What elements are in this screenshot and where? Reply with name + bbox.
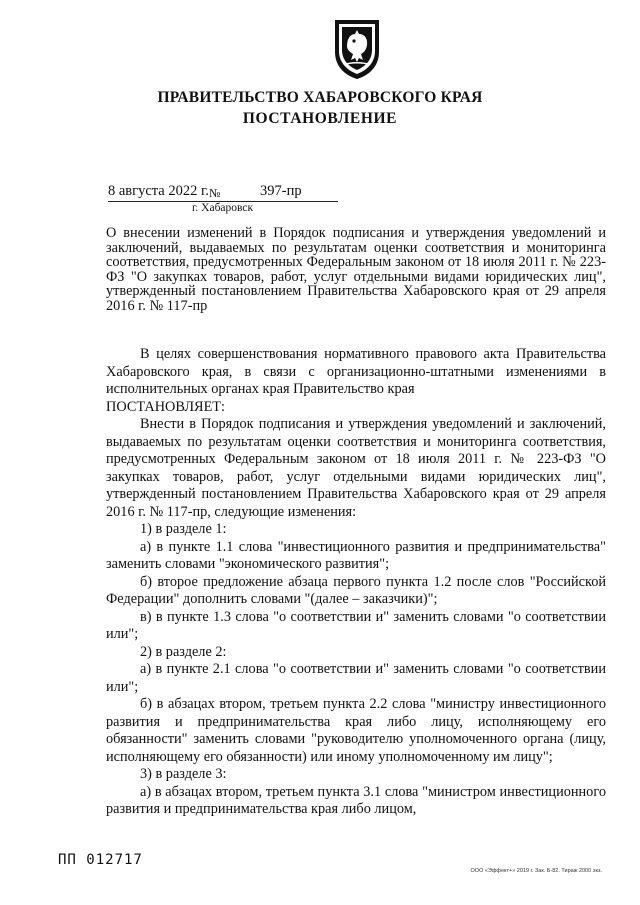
- section-3-item-a: а) в абзацах втором, третьем пункта 3.1 слова "министром инвестиционного развития и предпринимательства края либо лицом,: [106, 783, 606, 817]
- section-2-heading: 2) в разделе 2:: [140, 643, 227, 660]
- decree-date: 8 августа 2022 г.: [108, 183, 209, 199]
- city-label: г. Хабаровск: [192, 202, 254, 214]
- main-paragraph: Внести в Порядок подписания и утверждения уведомлений и заключений, выдаваемых по результатам оценки соответствия и мониторинга соответствия, предусмотренных Федеральным законом от 18 июля 2011 г. № 223-ФЗ "О закупках товаров, работ, услуг отдельными видами юридических лиц", утвержденный постановлением Правительства Хабаровского края от 29 апреля 2016 г. № 117-пр, следующие изменения:: [106, 416, 606, 520]
- khabarovsk-coat-of-arms-icon: [333, 18, 381, 80]
- section-1-item-a: а) в пункте 1.1 слова "инвестиционного развития и предпринимательства" заменить словами "экономического развития";: [106, 538, 606, 572]
- decree-subject: О внесении изменений в Порядок подписания и утверждения уведомлений и заключений, выдаваемых по результатам оценки соответствия и мониторинга соответствия, предусмотренных Федеральным законом от 18 июля 2011 г. № 223-ФЗ "О закупках товаров, работ, услуг отдельными видами юридических лиц", утвержденный постановлением Правительства Хабаровского края от 29 апреля 2016 г. № 117-пр: [106, 225, 606, 314]
- document-type-title: ПОСТАНОВЛЕНИЕ: [242, 110, 398, 127]
- decree-body: [106, 346, 606, 819]
- section-2-item-b: б) в абзацах втором, третьем пункта 2.2 слова "министру инвестиционного развития и предпринимательства края либо лицу, исполняющему его обязанности" заменить словами "руководителю уполномоченного органа (лицу, исполняющему его обязанности) или иному уполномоченному им лицу";: [106, 696, 606, 765]
- form-serial-code: ПП 012717: [58, 852, 143, 868]
- printing-info: ООО «Эффект+» 2019 г. Зак. Б-82. Тираж 2000 экз.: [470, 868, 602, 874]
- decree-number: 397-пр: [260, 183, 302, 199]
- government-title: ПРАВИТЕЛЬСТВО ХАБАРОВСКОГО КРАЯ: [157, 89, 483, 106]
- section-3-heading: 3) в разделе 3:: [140, 766, 227, 782]
- number-sign: №: [209, 186, 221, 200]
- section-1-item-b: б) второе предложение абзаца первого пункта 1.2 после слов "Российской Федерации" дополнить словами "(далее – заказчики)";: [106, 573, 606, 607]
- preamble-paragraph: В целях совершенствования нормативного правового акта Правительства Хабаровского края, в связи с организационно-штатными изменениями в исполнительных органах края Правительство края: [106, 346, 606, 397]
- resolves-heading: ПОСТАНОВЛЯЕТ:: [106, 398, 226, 415]
- section-1-item-c: в) в пункте 1.3 слова "о соответствии и" заменить словами "о соответствии или";: [106, 608, 606, 642]
- section-2-item-a: а) в пункте 2.1 слова "о соответствии и" заменить словами "о соответствии или";: [106, 661, 606, 695]
- section-1-heading: 1) в разделе 1:: [140, 521, 227, 537]
- date-number-line: [108, 183, 338, 202]
